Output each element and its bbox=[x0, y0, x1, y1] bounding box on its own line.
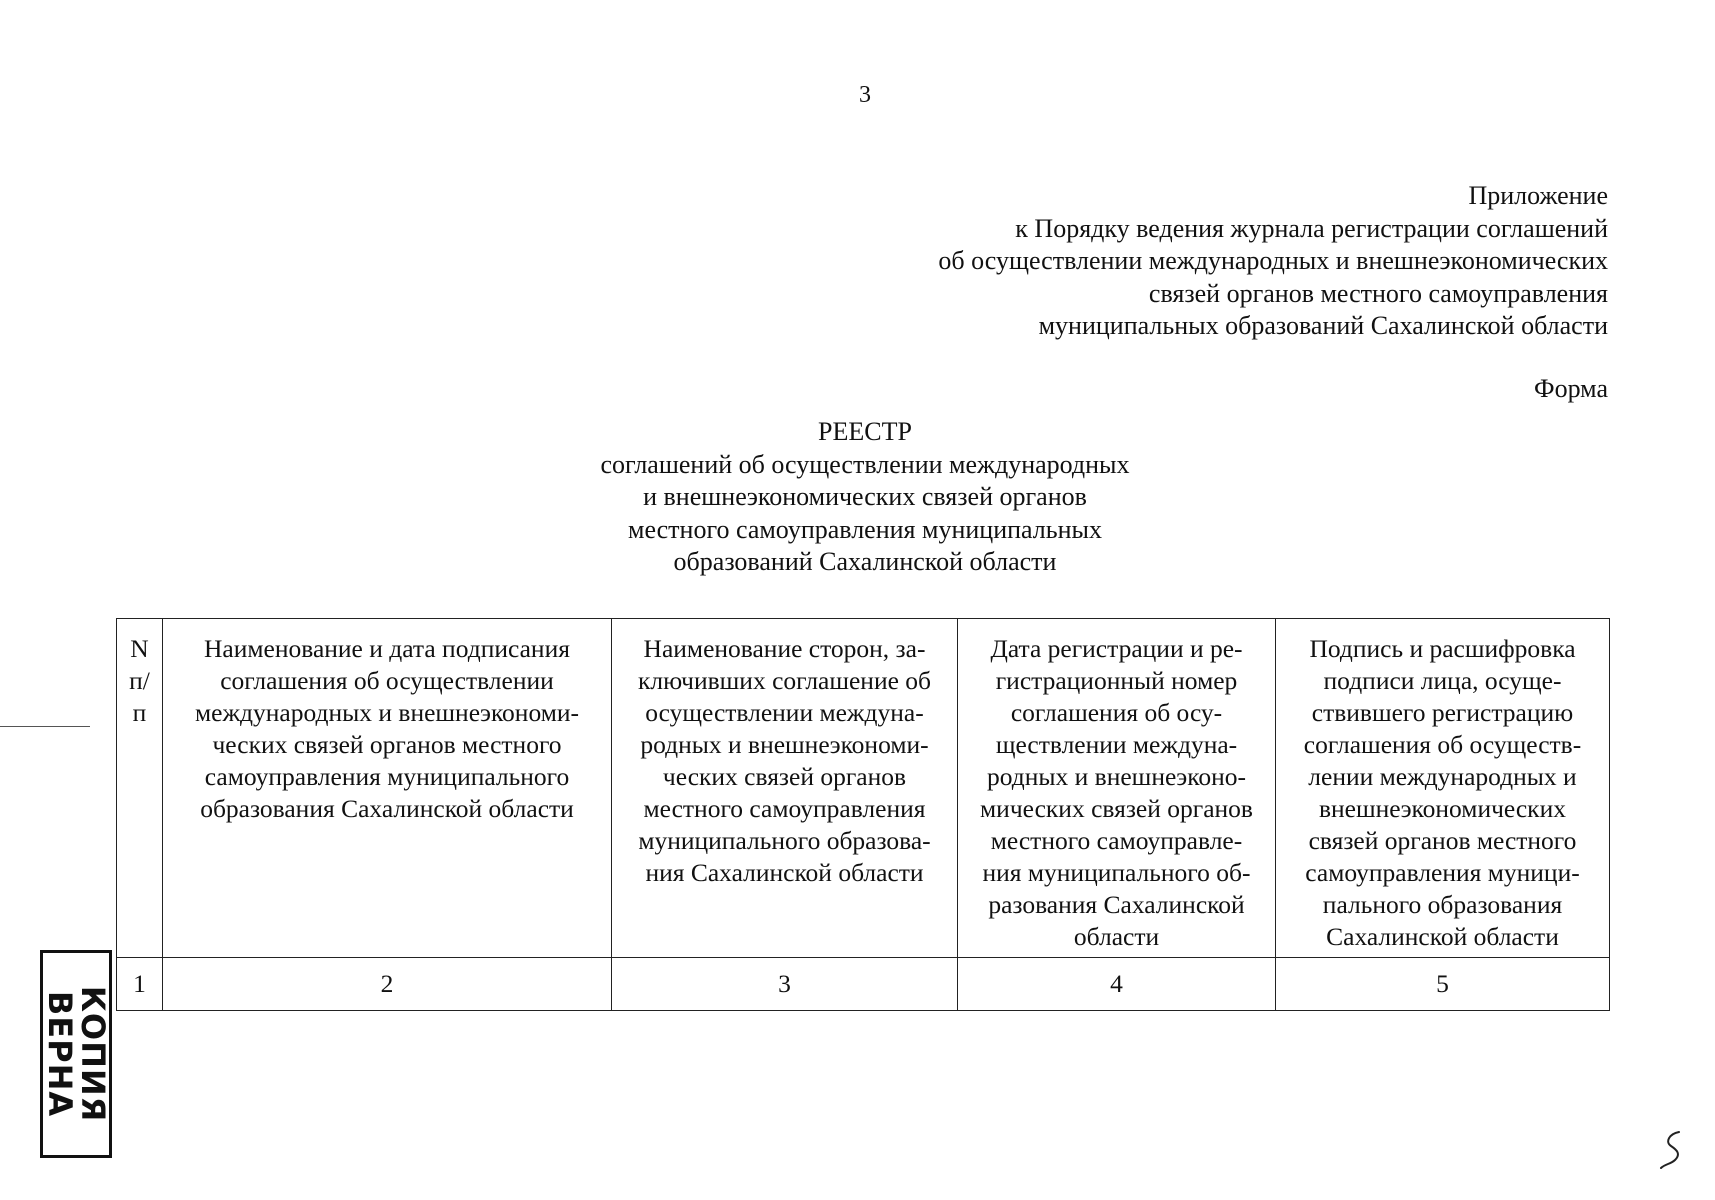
title-line: соглашений об осуществлении международных bbox=[600, 449, 1130, 479]
appendix-line: Приложение bbox=[1468, 181, 1608, 210]
header-agreement-name-date: Наименование и дата подписания соглашения об осуществлении международных и внешнеэкономи- ческих связей органов местного самоуправления муниципального образования Сахалинской области bbox=[163, 619, 612, 958]
table-row bbox=[117, 958, 1610, 1011]
column-number-cell: 5 bbox=[1276, 958, 1610, 1011]
column-number-cell: 3 bbox=[612, 958, 958, 1011]
document-title bbox=[0, 416, 1715, 579]
title-line: местного самоуправления муниципальных bbox=[627, 514, 1103, 544]
table-header-row bbox=[117, 619, 1610, 958]
appendix-line: к Порядку ведения журнала регистрации соглашений bbox=[1015, 213, 1608, 243]
header-signature: Подпись и расшифровка подписи лица, осуще- ствившего регистрацию соглашения об осуществ- лении международных и внешнеэкономических связей органов местного самоуправления муници- пального образования Сахалинской области bbox=[1276, 619, 1610, 958]
handwritten-mark-icon bbox=[1655, 1128, 1689, 1172]
stamp-line: ВЕРНА bbox=[41, 990, 79, 1118]
form-label: Форма bbox=[1534, 374, 1608, 403]
title-line: РЕЕСТР bbox=[818, 417, 912, 446]
title-line: образований Сахалинской области bbox=[673, 547, 1057, 576]
column-number-cell: 4 bbox=[958, 958, 1276, 1011]
header-row-number: N п/ п bbox=[117, 619, 163, 958]
appendix-header bbox=[938, 180, 1608, 343]
appendix-line: об осуществлении международных и внешнеэкономических bbox=[938, 246, 1608, 275]
title-line: и внешнеэкономических связей органов bbox=[643, 482, 1087, 511]
page-number: 3 bbox=[859, 82, 871, 108]
header-registration-date-number: Дата регистрации и ре- гистрационный номер соглашения об осу- ществлении междуна- родных и внешнеэконо- мических связей органов местного самоуправле- ния муниципального об- разования Сахалинской области bbox=[958, 619, 1276, 958]
appendix-line: муниципальных образований Сахалинской области bbox=[1038, 311, 1608, 340]
stamp-line: КОПИЯ bbox=[74, 985, 112, 1123]
header-parties: Наименование сторон, за- ключивших соглашение об осуществлении междуна- родных и внешнеэкономи- ческих связей органов местного самоуправления муниципального образова- ния Сахалинской области bbox=[612, 619, 958, 958]
appendix-line: связей органов местного самоуправления bbox=[1148, 278, 1608, 308]
column-number-cell: 2 bbox=[163, 958, 612, 1011]
column-number-cell: 1 bbox=[117, 958, 163, 1011]
scan-artifact-line bbox=[0, 726, 90, 727]
registry-table bbox=[116, 618, 1610, 1011]
copy-certified-stamp bbox=[40, 950, 112, 1158]
